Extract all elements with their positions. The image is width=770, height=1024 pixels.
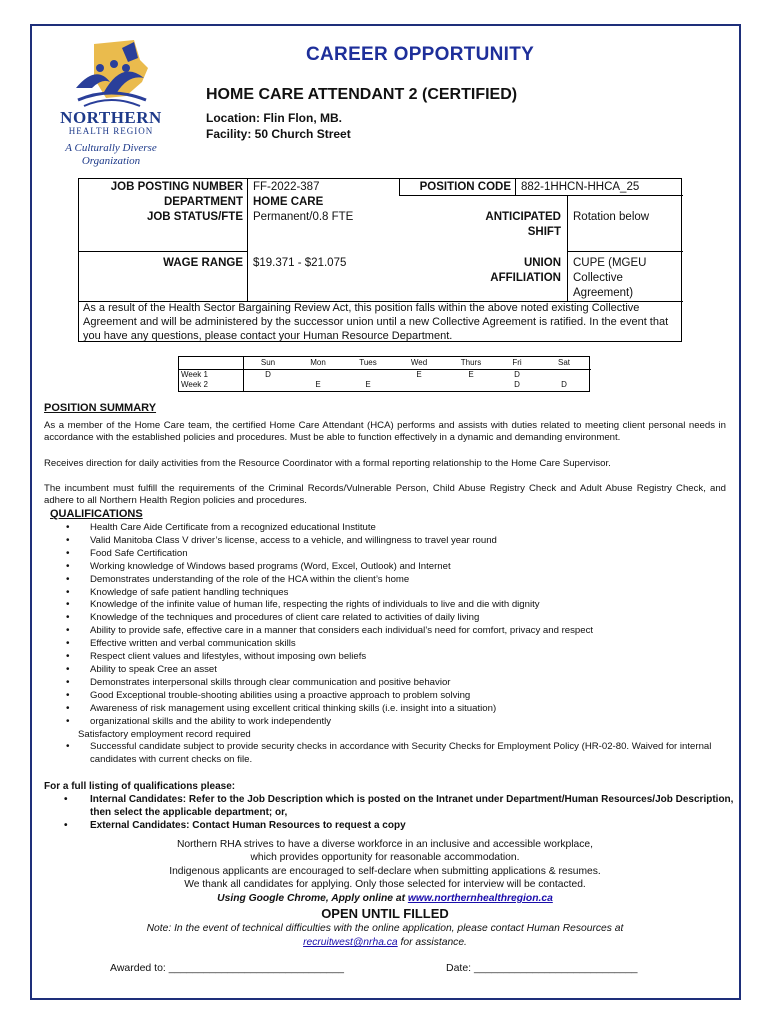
day-header-sat: Sat: [557, 358, 570, 367]
week-1-fri: D: [514, 370, 520, 379]
qualifications-list: [64, 522, 724, 767]
logo-tagline-line1: A Culturally Diverse: [65, 142, 157, 154]
qualification-item: • Ability to provide safe, effective care in a manner that considers each individual’s need for comfort, privacy and respect: [64, 625, 724, 638]
diversity-line-1: Northern RHA strives to have a diverse workforce in an inclusive and accessible workplace,: [176, 839, 594, 850]
qualification-item: • Health Care Aide Certificate from a recognized educational Institute: [64, 522, 724, 535]
qualification-item: • Demonstrates interpersonal skills through clear communication and positive behavior: [64, 677, 724, 690]
anticipated-shift-label-2: SHIFT: [527, 226, 561, 238]
bargaining-note: As a result of the Health Sector Bargaining Review Act, this position falls within the above noted existing Collective Agreement and will be administered by the successor union until a new Collective Agreement is ratified. In the event that you have any questions, please contact your Human Resource Department.: [83, 302, 669, 342]
week-2-fri: D: [514, 380, 520, 389]
position-code-value: 882-1HHCN-HHCA_25: [521, 181, 640, 193]
position-title: HOME CARE ATTENDANT 2 (CERTIFIED): [206, 86, 518, 103]
summary-paragraph-1: As a member of the Home Care team, the certified Home Care Attendant (HCA) performs and assists with duties related to meeting client personal needs in accordance with the established policies and procedures. Must be able to function effectively in a dynamic and demanding environment.: [44, 420, 726, 444]
week-2-mon: E: [315, 380, 321, 389]
qualification-item: • Ability to speak Cree an asset: [64, 664, 724, 677]
location-text: Location: Flin Flon, MB.: [206, 111, 342, 125]
week-1-label: Week 1: [181, 370, 208, 379]
logo-tagline-line2: Organization: [81, 155, 141, 167]
technical-note: [60, 922, 710, 950]
position-summary-heading: POSITION SUMMARY: [44, 402, 157, 414]
day-header-thurs: Thurs: [460, 358, 482, 367]
union-value-1: CUPE (MGEU: [573, 257, 647, 269]
day-header-mon: Mon: [310, 358, 326, 367]
qualification-item: • Knowledge of safe patient handling techniques: [64, 587, 724, 600]
anticipated-shift-value: Rotation below: [573, 211, 650, 223]
qualification-item: • organizational skills and the ability to work independently: [64, 716, 724, 729]
qualification-item: • Food Safe Certification: [64, 548, 724, 561]
day-header-fri: Fri: [512, 358, 522, 367]
department-label: DEPARTMENT: [163, 196, 243, 208]
qualification-item: • Good Exceptional trouble-shooting abilities using a proactive approach to problem solving: [64, 690, 724, 703]
day-header-sun: Sun: [260, 358, 276, 367]
email-suffix: for assistance.: [397, 937, 467, 948]
awarded-to-line: Awarded to: ______________________________: [110, 962, 344, 974]
qualification-item: • Effective written and verbal communication skills: [64, 638, 724, 651]
thanks-line: We thank all candidates for applying. Only those selected for interview will be contacted.: [184, 879, 586, 890]
qualifications-heading: QUALIFICATIONS: [50, 508, 143, 520]
week-1-sun: D: [265, 370, 271, 379]
job-posting-number: FF-2022-387: [253, 181, 320, 193]
internal-candidates-item: • Internal Candidates: Refer to the Job Description which is posted on the Intranet under Department/Human Resources/Job Description, then select the applicable department; or,: [64, 793, 734, 819]
posting-details-table: [78, 178, 682, 342]
open-until-filled: OPEN UNTIL FILLED: [321, 906, 449, 921]
technical-note-text: Note: In the event of technical difficulties with the online application, please contact Human Resources at: [146, 923, 624, 934]
department-value: HOME CARE: [253, 196, 324, 208]
qualification-item: • Knowledge of the techniques and procedures of client care related to activities of daily living: [64, 612, 724, 625]
date-line: Date: ____________________________: [446, 962, 638, 974]
summary-paragraph-2: Receives direction for daily activities from the Resource Coordinator with a formal reporting relationship to the Home Care Supervisor.: [44, 458, 611, 469]
indigenous-line: Indigenous applicants are encouraged to self-declare when submitting applications & resumes.: [169, 866, 601, 877]
qualification-item-plain: Satisfactory employment record required: [78, 728, 251, 740]
summary-paragraph-3: The incumbent must fulfill the requirements of the Criminal Records/Vulnerable Person, Child Abuse Registry Check and Adult Abuse Registry Check, and adhere to all Northern Health Region policies and procedures.: [44, 483, 726, 507]
diversity-line-2: which provides opportunity for reasonable accommodation.: [250, 852, 520, 863]
recruit-email-link[interactable]: recruitwest@nrha.ca: [303, 937, 398, 948]
job-status-value: Permanent/0.8 FTE: [253, 211, 354, 223]
week-2-tues: E: [365, 380, 371, 389]
anticipated-shift-label-1: ANTICIPATED: [485, 211, 561, 223]
wage-range-label: WAGE RANGE: [163, 257, 243, 269]
wage-range-value: $19.371 - $21.075: [253, 257, 347, 269]
job-status-label: JOB STATUS/FTE: [146, 211, 243, 223]
day-header-tues: Tues: [359, 358, 377, 367]
qualification-item: • Valid Manitoba Class V driver’s license, access to a vehicle, and willingness to travel year round: [64, 535, 724, 548]
week-2-label: Week 2: [181, 380, 208, 389]
week-2-sat: D: [561, 380, 567, 389]
apply-online-line: [0, 892, 770, 905]
week-1-wed: E: [416, 370, 422, 379]
day-header-wed: Wed: [410, 358, 428, 367]
union-value-2: Collective: [573, 272, 623, 284]
logo-graphic: [36, 38, 186, 110]
union-label-2: AFFILIATION: [490, 272, 561, 284]
qualification-item: • Working knowledge of Windows based programs (Word, Excel, Outlook) and Internet: [64, 561, 724, 574]
union-value-3: Agreement): [573, 287, 634, 299]
full-listing-section: [44, 780, 734, 832]
logo-name-line1: NORTHERN: [60, 108, 162, 127]
position-code-label: POSITION CODE: [419, 181, 511, 193]
northern-health-logo: [36, 38, 186, 167]
facility-text: Facility: 50 Church Street: [206, 127, 351, 141]
website-link[interactable]: www.northernhealthregion.ca: [407, 893, 553, 904]
logo-name-line2: HEALTH REGION: [68, 126, 154, 136]
union-label-1: UNION: [523, 257, 561, 269]
qualification-item: • Demonstrates understanding of the role of the HCA within the client’s home: [64, 574, 724, 587]
page-title: CAREER OPPORTUNITY: [306, 44, 535, 65]
shift-rotation-table: [178, 356, 590, 392]
week-1-thurs: E: [468, 370, 474, 379]
qualification-item: • Successful candidate subject to provide security checks in accordance with Security Checks for Employment Policy (HR-02-80. Waived for internal candidates with current checks on file.: [64, 741, 724, 767]
full-listing-title: For a full listing of qualifications please:: [44, 781, 236, 792]
external-candidates-item: • External Candidates: Contact Human Resources to request a copy: [64, 819, 734, 832]
job-posting-number-label: JOB POSTING NUMBER: [110, 181, 243, 193]
qualification-item: • Respect client values and lifestyles, without imposing own beliefs: [64, 651, 724, 664]
qualification-item: • Knowledge of the infinite value of human life, respecting the rights of individuals to live and die with dignity: [64, 599, 724, 612]
apply-prefix: Using Google Chrome, Apply online at: [217, 893, 408, 904]
qualification-item: • Awareness of risk management using excellent critical thinking skills (i.e. insight into a situation): [64, 703, 724, 716]
